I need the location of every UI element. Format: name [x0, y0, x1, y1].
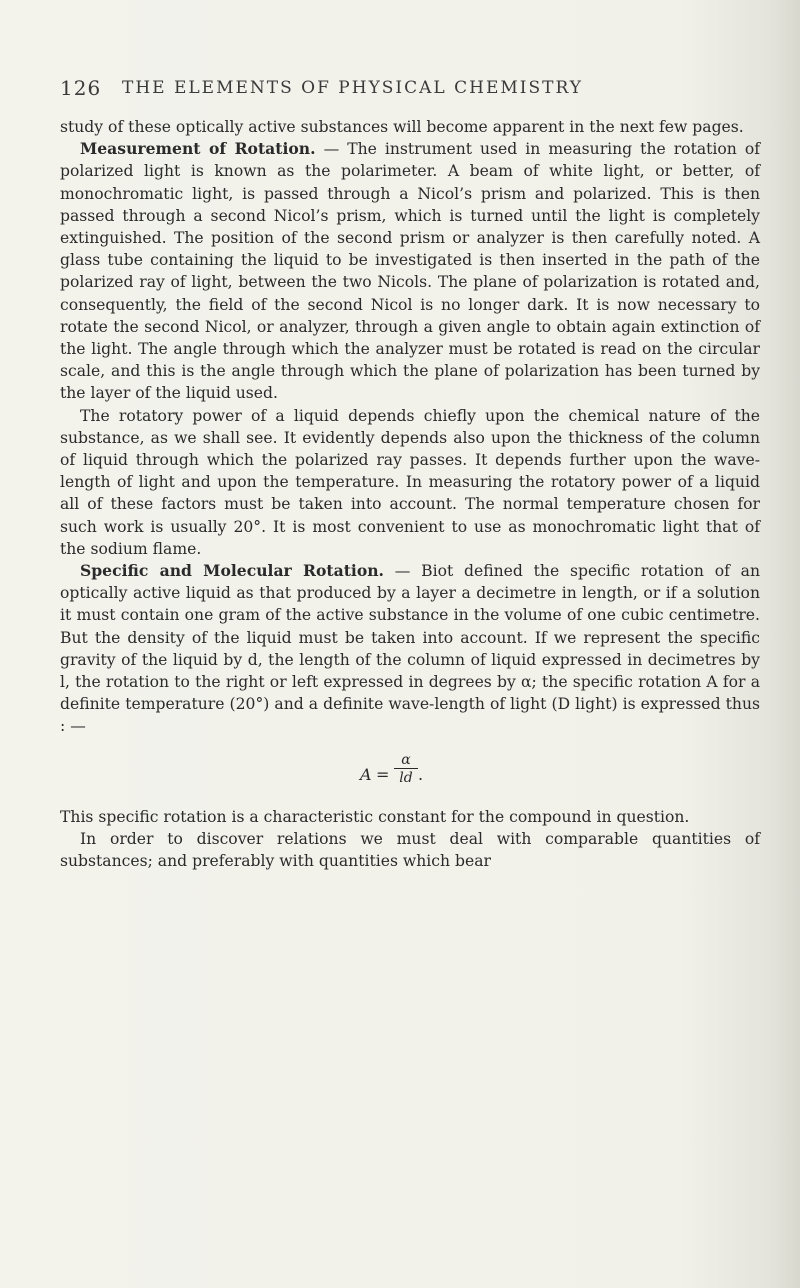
page-number: 126: [60, 76, 102, 100]
section-heading-measurement: Measurement of Rotation.: [80, 139, 316, 159]
specific-rotation-formula: [60, 752, 760, 796]
paragraph-measurement-of-rotation: [60, 138, 760, 404]
formula-denominator: ld: [399, 769, 413, 786]
paragraph-comparable-quantities: In order to discover relations we must deal with comparable quantities of substances; and preferably with quantities which bear: [60, 829, 760, 871]
formula-equals: =: [376, 764, 390, 784]
body-text: [60, 116, 760, 872]
paragraph-body-specific: — Biot defined the specific rotation of an optically active liquid as that produced by a layer a decimetre in length, or if a solution it must contain one gram of the active substance in the volume of one cubic centimetre. But the density of the liquid must be taken into account. If we represent the specific gravity of the liquid by d, the length of the column of liquid expressed in decimetres by l, the rotation to the right or left expressed in degrees by α; the specific rotation A for a definite temperature (20°) and a definite wave-length of light (D light) is expressed thus : —: [60, 562, 760, 736]
formula-lhs: A: [360, 764, 372, 784]
paragraph-specific-rotation: [60, 560, 760, 738]
running-title: THE ELEMENTS OF PHYSICAL CHEMISTRY: [122, 78, 583, 98]
paragraph-body-measurement: — The instrument used in measuring the rotation of polarized light is known as the polarimeter. A beam of white light, or better, of monochromatic light, is passed through a Nicol’s prism and polarized. This is then passed through a second Nicol’s prism, which is turned until the light is completely extinguished. The position of the second prism or analyzer is then carefully noted. A glass tube containing the liquid to be investigated is then inserted in the path of the polarized ray of light, between the two Nicols. The plane of polarization is rotated and, consequently, the field of the second Nicol is no longer dark. It is now necessary to rotate the second Nicol, or analyzer, through a given angle to obtain again extinction of the light. The angle through which the analyzer must be rotated is read on the circular scale, and this is the angle through which the plane of polarization has been turned by the layer of the liquid used.: [60, 140, 760, 403]
paragraph-characteristic-constant: This specific rotation is a characteristic constant for the compound in question.: [60, 807, 690, 826]
paragraph-rotatory-power: The rotatory power of a liquid depends chiefly upon the chemical nature of the substance, as we shall see. It evidently depends also upon the thickness of the column of liquid through which the polarized ray passes. It depends further upon the wave-length of light and upon the temperature. In measuring the rotatory power of a liquid all of these factors must be taken into account. The normal temperature chosen for such work is usually 20°. It is most convenient to use as monochromatic light that of the sodium flame.: [60, 406, 760, 558]
formula-numerator: α: [394, 752, 418, 769]
paragraph-continuation: study of these optically active substances will become apparent in the next few pages.: [60, 118, 744, 136]
formula-period: .: [418, 764, 424, 784]
section-heading-specific: Specific and Molecular Rotation.: [80, 561, 384, 581]
formula-fraction: [394, 752, 418, 787]
